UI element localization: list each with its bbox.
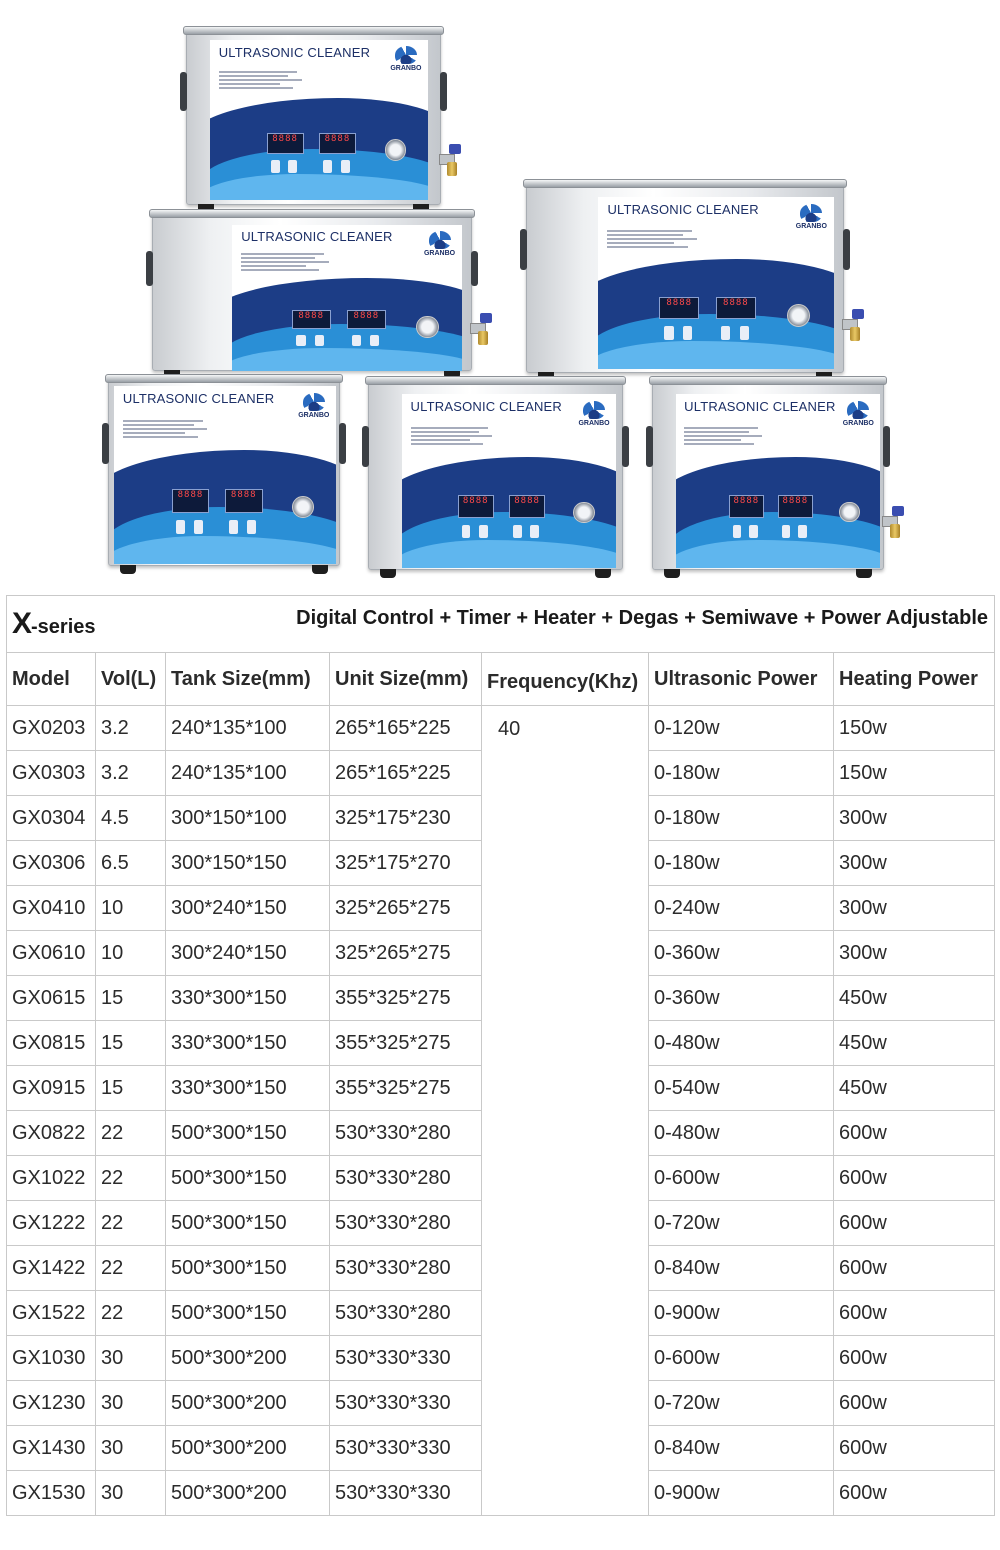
cell-tank-size: 300*150*100 — [166, 796, 330, 841]
cell-heating-power: 600w — [834, 1111, 995, 1156]
cell-tank-size: 330*300*150 — [166, 976, 330, 1021]
cell-model: GX1530 — [7, 1471, 96, 1516]
foot-icon — [664, 569, 680, 578]
product-title: ULTRASONIC CLEANER — [684, 399, 836, 415]
panel-button — [247, 520, 256, 534]
power-dial-icon — [292, 496, 314, 518]
foot-icon — [595, 569, 611, 578]
panel-button — [229, 520, 238, 534]
handle-icon — [520, 229, 527, 271]
product-photo-group — [0, 0, 1000, 590]
temperature-display: 8888 — [716, 297, 756, 320]
tank-lid-rim — [105, 374, 343, 383]
cell-ultrasonic-power: 0-180w — [649, 751, 834, 796]
cell-heating-power: 600w — [834, 1381, 995, 1426]
panel-button — [462, 525, 471, 539]
cell-tank-size: 300*150*150 — [166, 841, 330, 886]
handle-icon — [102, 423, 109, 464]
handle-icon — [339, 423, 346, 464]
cell-model: GX1222 — [7, 1201, 96, 1246]
cell-volume: 22 — [96, 1156, 166, 1201]
product-title: ULTRASONIC CLEANER — [607, 202, 759, 218]
cell-unit-size: 325*175*230 — [330, 796, 482, 841]
foot-icon — [312, 565, 328, 574]
cell-model: GX0822 — [7, 1111, 96, 1156]
cell-model: GX1522 — [7, 1291, 96, 1336]
cell-tank-size: 300*240*150 — [166, 931, 330, 976]
cell-unit-size: 265*165*225 — [330, 706, 482, 751]
drain-valve-icon — [470, 313, 494, 343]
cell-heating-power: 450w — [834, 1066, 995, 1111]
cell-model: GX0203 — [7, 706, 96, 751]
series-name — [12, 607, 96, 640]
handle-icon — [440, 72, 447, 111]
cell-model: GX1022 — [7, 1156, 96, 1201]
cell-model: GX1230 — [7, 1381, 96, 1426]
drain-valve-icon — [882, 506, 906, 536]
ultrasonic-cleaner-photo — [152, 213, 472, 371]
cell-volume: 22 — [96, 1246, 166, 1291]
cell-model: GX0306 — [7, 841, 96, 886]
panel-button — [194, 520, 203, 534]
cell-unit-size: 530*330*330 — [330, 1471, 482, 1516]
control-panel — [598, 197, 834, 369]
cell-model: GX0303 — [7, 751, 96, 796]
cell-volume: 30 — [96, 1336, 166, 1381]
brand-logo — [424, 231, 455, 257]
feature-list: Digital Control + Timer + Heater + Degas + Semiwave + Power Adjustable — [296, 607, 989, 629]
cell-volume: 6.5 — [96, 841, 166, 886]
cell-unit-size: 530*330*330 — [330, 1336, 482, 1381]
tank-lid-rim — [523, 179, 847, 188]
cell-unit-size: 355*325*275 — [330, 1066, 482, 1111]
cell-model: GX1422 — [7, 1246, 96, 1291]
time-display: 8888 — [267, 133, 304, 154]
cell-volume: 22 — [96, 1201, 166, 1246]
granbo-logo-icon — [395, 46, 417, 64]
cell-tank-size: 500*300*150 — [166, 1246, 330, 1291]
cell-unit-size: 530*330*280 — [330, 1291, 482, 1336]
column-header-row — [7, 653, 995, 706]
granbo-logo-icon — [847, 401, 869, 419]
cell-ultrasonic-power: 0-360w — [649, 976, 834, 1021]
cell-unit-size: 325*265*275 — [330, 931, 482, 976]
cell-ultrasonic-power: 0-240w — [649, 886, 834, 931]
foot-icon — [120, 565, 136, 574]
brand-name: GRANBO — [842, 419, 874, 427]
cell-unit-size: 355*325*275 — [330, 976, 482, 1021]
temperature-display: 8888 — [319, 133, 356, 154]
panel-button — [288, 160, 297, 173]
cell-volume: 3.2 — [96, 751, 166, 796]
series-header-row — [7, 596, 995, 653]
panel-button — [530, 525, 539, 539]
cell-tank-size: 240*135*100 — [166, 751, 330, 796]
handle-icon — [622, 426, 629, 468]
cell-model: GX0610 — [7, 931, 96, 976]
time-display: 8888 — [458, 495, 494, 518]
cell-ultrasonic-power: 0-480w — [649, 1111, 834, 1156]
warning-text-lines — [241, 251, 333, 273]
power-dial-icon — [839, 502, 859, 522]
cell-heating-power: 300w — [834, 796, 995, 841]
cell-unit-size: 325*175*270 — [330, 841, 482, 886]
cell-ultrasonic-power: 0-180w — [649, 841, 834, 886]
temperature-display: 8888 — [778, 495, 813, 518]
cell-volume: 10 — [96, 931, 166, 976]
cell-unit-size: 265*165*225 — [330, 751, 482, 796]
cell-heating-power: 150w — [834, 751, 995, 796]
cell-ultrasonic-power: 0-720w — [649, 1201, 834, 1246]
foot-icon — [380, 569, 396, 578]
cell-ultrasonic-power: 0-840w — [649, 1246, 834, 1291]
header-tank-size: Tank Size(mm) — [166, 653, 330, 706]
panel-button — [370, 335, 379, 347]
cell-volume: 15 — [96, 976, 166, 1021]
cell-ultrasonic-power: 0-600w — [649, 1156, 834, 1201]
header-heating-power: Heating Power — [834, 653, 995, 706]
cell-unit-size: 530*330*280 — [330, 1111, 482, 1156]
cell-volume: 15 — [96, 1021, 166, 1066]
temperature-display: 8888 — [225, 489, 263, 512]
control-panel — [676, 394, 880, 568]
cell-ultrasonic-power: 0-840w — [649, 1426, 834, 1471]
warning-text-lines — [411, 425, 497, 447]
cell-tank-size: 500*300*200 — [166, 1336, 330, 1381]
handle-icon — [883, 426, 890, 468]
ultrasonic-cleaner-photo — [368, 380, 623, 570]
header-ultrasonic-power: Ultrasonic Power — [649, 653, 834, 706]
cell-ultrasonic-power: 0-900w — [649, 1471, 834, 1516]
cell-model: GX1430 — [7, 1426, 96, 1471]
cell-model: GX0915 — [7, 1066, 96, 1111]
handle-icon — [180, 72, 187, 111]
warning-text-lines — [607, 228, 701, 250]
cell-tank-size: 500*300*200 — [166, 1471, 330, 1516]
cell-model: GX0410 — [7, 886, 96, 931]
brand-name: GRANBO — [390, 65, 422, 73]
cell-heating-power: 300w — [834, 886, 995, 931]
cell-ultrasonic-power: 0-360w — [649, 931, 834, 976]
time-display: 8888 — [729, 495, 764, 518]
drain-valve-icon — [842, 309, 866, 339]
cell-heating-power: 150w — [834, 706, 995, 751]
drain-valve-icon — [439, 144, 463, 174]
cell-model: GX0615 — [7, 976, 96, 1021]
brand-logo — [390, 46, 421, 72]
handle-icon — [146, 251, 153, 286]
tank-lid-rim — [149, 209, 475, 218]
warning-text-lines — [123, 418, 212, 440]
panel-button — [798, 525, 806, 539]
cell-unit-size: 530*330*330 — [330, 1426, 482, 1471]
panel-button — [664, 326, 673, 340]
cell-heating-power: 600w — [834, 1201, 995, 1246]
cell-unit-size: 325*265*275 — [330, 886, 482, 931]
cell-tank-size: 500*300*150 — [166, 1111, 330, 1156]
cell-tank-size: 240*135*100 — [166, 706, 330, 751]
cell-unit-size: 355*325*275 — [330, 1021, 482, 1066]
cell-volume: 10 — [96, 886, 166, 931]
ultrasonic-cleaner-photo — [652, 380, 884, 570]
spec-table — [6, 595, 995, 1516]
cell-tank-size: 300*240*150 — [166, 886, 330, 931]
panel-button — [352, 335, 361, 347]
cell-ultrasonic-power: 0-120w — [649, 706, 834, 751]
cell-unit-size: 530*330*280 — [330, 1201, 482, 1246]
cell-ultrasonic-power: 0-180w — [649, 796, 834, 841]
header-model: Model — [7, 653, 96, 706]
control-panel — [232, 225, 462, 371]
cell-tank-size: 500*300*150 — [166, 1201, 330, 1246]
cell-ultrasonic-power: 0-600w — [649, 1336, 834, 1381]
handle-icon — [843, 229, 850, 271]
cell-ultrasonic-power: 0-900w — [649, 1291, 834, 1336]
cell-tank-size: 500*300*150 — [166, 1291, 330, 1336]
tank-lid-rim — [649, 376, 887, 385]
cell-tank-size: 500*300*200 — [166, 1381, 330, 1426]
brand-logo — [796, 204, 827, 230]
panel-button — [683, 326, 692, 340]
cell-volume: 22 — [96, 1111, 166, 1156]
panel-button — [271, 160, 280, 173]
ultrasonic-cleaner-photo — [108, 378, 340, 566]
granbo-logo-icon — [429, 231, 451, 249]
series-name-prefix: X — [12, 607, 32, 640]
header-frequency: Frequency(Khz) — [482, 653, 649, 706]
power-dial-icon — [573, 502, 594, 523]
brand-logo — [578, 401, 609, 427]
granbo-logo-icon — [303, 393, 325, 411]
cell-volume: 30 — [96, 1471, 166, 1516]
panel-button — [721, 326, 730, 340]
product-title: ULTRASONIC CLEANER — [218, 44, 371, 60]
panel-button — [323, 160, 332, 173]
series-name-suffix: -series — [31, 616, 96, 638]
brand-name: GRANBO — [795, 222, 827, 230]
cell-volume: 4.5 — [96, 796, 166, 841]
cell-tank-size: 500*300*150 — [166, 1156, 330, 1201]
panel-button — [740, 326, 749, 340]
header-volume: Vol(L) — [96, 653, 166, 706]
temperature-display: 8888 — [347, 310, 386, 330]
handle-icon — [646, 426, 653, 468]
cell-heating-power: 450w — [834, 1021, 995, 1066]
tank-lid-rim — [183, 26, 444, 35]
panel-button — [513, 525, 522, 539]
panel-button — [315, 335, 324, 347]
product-title: ULTRASONIC CLEANER — [410, 399, 562, 415]
cell-heating-power: 300w — [834, 931, 995, 976]
cell-volume: 22 — [96, 1291, 166, 1336]
control-panel — [210, 40, 428, 200]
temperature-display: 8888 — [509, 495, 545, 518]
cell-heating-power: 600w — [834, 1426, 995, 1471]
panel-button — [176, 520, 185, 534]
cell-unit-size: 530*330*280 — [330, 1156, 482, 1201]
control-panel — [402, 394, 616, 568]
cell-ultrasonic-power: 0-540w — [649, 1066, 834, 1111]
cell-volume: 3.2 — [96, 706, 166, 751]
time-display: 8888 — [292, 310, 331, 330]
cell-frequency: 40 — [482, 706, 649, 1516]
control-panel — [114, 386, 336, 564]
cell-heating-power: 600w — [834, 1156, 995, 1201]
cell-heating-power: 600w — [834, 1471, 995, 1516]
series-header-cell — [7, 596, 995, 653]
cell-tank-size: 330*300*150 — [166, 1066, 330, 1111]
foot-icon — [856, 569, 872, 578]
panel-button — [749, 525, 757, 539]
cell-volume: 30 — [96, 1426, 166, 1471]
cell-model: GX0815 — [7, 1021, 96, 1066]
granbo-logo-icon — [583, 401, 605, 419]
cell-model: GX1030 — [7, 1336, 96, 1381]
panel-button — [341, 160, 350, 173]
cell-tank-size: 330*300*150 — [166, 1021, 330, 1066]
product-title: ULTRASONIC CLEANER — [241, 229, 393, 245]
brand-logo — [843, 401, 874, 427]
header-unit-size: Unit Size(mm) — [330, 653, 482, 706]
table-row — [7, 706, 995, 751]
cell-unit-size: 530*330*280 — [330, 1246, 482, 1291]
cell-ultrasonic-power: 0-720w — [649, 1381, 834, 1426]
brand-logo — [298, 393, 329, 419]
warning-text-lines — [219, 69, 306, 91]
cell-model: GX0304 — [7, 796, 96, 841]
cell-unit-size: 530*330*330 — [330, 1381, 482, 1426]
cell-volume: 15 — [96, 1066, 166, 1111]
panel-button — [733, 525, 741, 539]
handle-icon — [471, 251, 478, 286]
tank-lid-rim — [365, 376, 626, 385]
panel-button — [479, 525, 488, 539]
cell-heating-power: 600w — [834, 1246, 995, 1291]
cell-tank-size: 500*300*200 — [166, 1426, 330, 1471]
ultrasonic-cleaner-photo — [526, 183, 844, 373]
cell-ultrasonic-power: 0-480w — [649, 1021, 834, 1066]
cell-volume: 30 — [96, 1381, 166, 1426]
cell-heating-power: 600w — [834, 1336, 995, 1381]
panel-button — [296, 335, 305, 347]
product-title: ULTRASONIC CLEANER — [122, 391, 275, 407]
time-display: 8888 — [659, 297, 699, 320]
brand-name: GRANBO — [298, 412, 330, 420]
cell-heating-power: 300w — [834, 841, 995, 886]
brand-name: GRANBO — [578, 419, 610, 427]
warning-text-lines — [684, 425, 766, 447]
time-display: 8888 — [172, 489, 210, 512]
brand-name: GRANBO — [423, 249, 456, 257]
power-dial-icon — [385, 139, 407, 161]
cell-heating-power: 450w — [834, 976, 995, 1021]
handle-icon — [362, 426, 369, 468]
power-dial-icon — [416, 316, 439, 339]
granbo-logo-icon — [800, 204, 822, 222]
cell-heating-power: 600w — [834, 1291, 995, 1336]
ultrasonic-cleaner-photo — [186, 30, 441, 205]
panel-button — [782, 525, 790, 539]
